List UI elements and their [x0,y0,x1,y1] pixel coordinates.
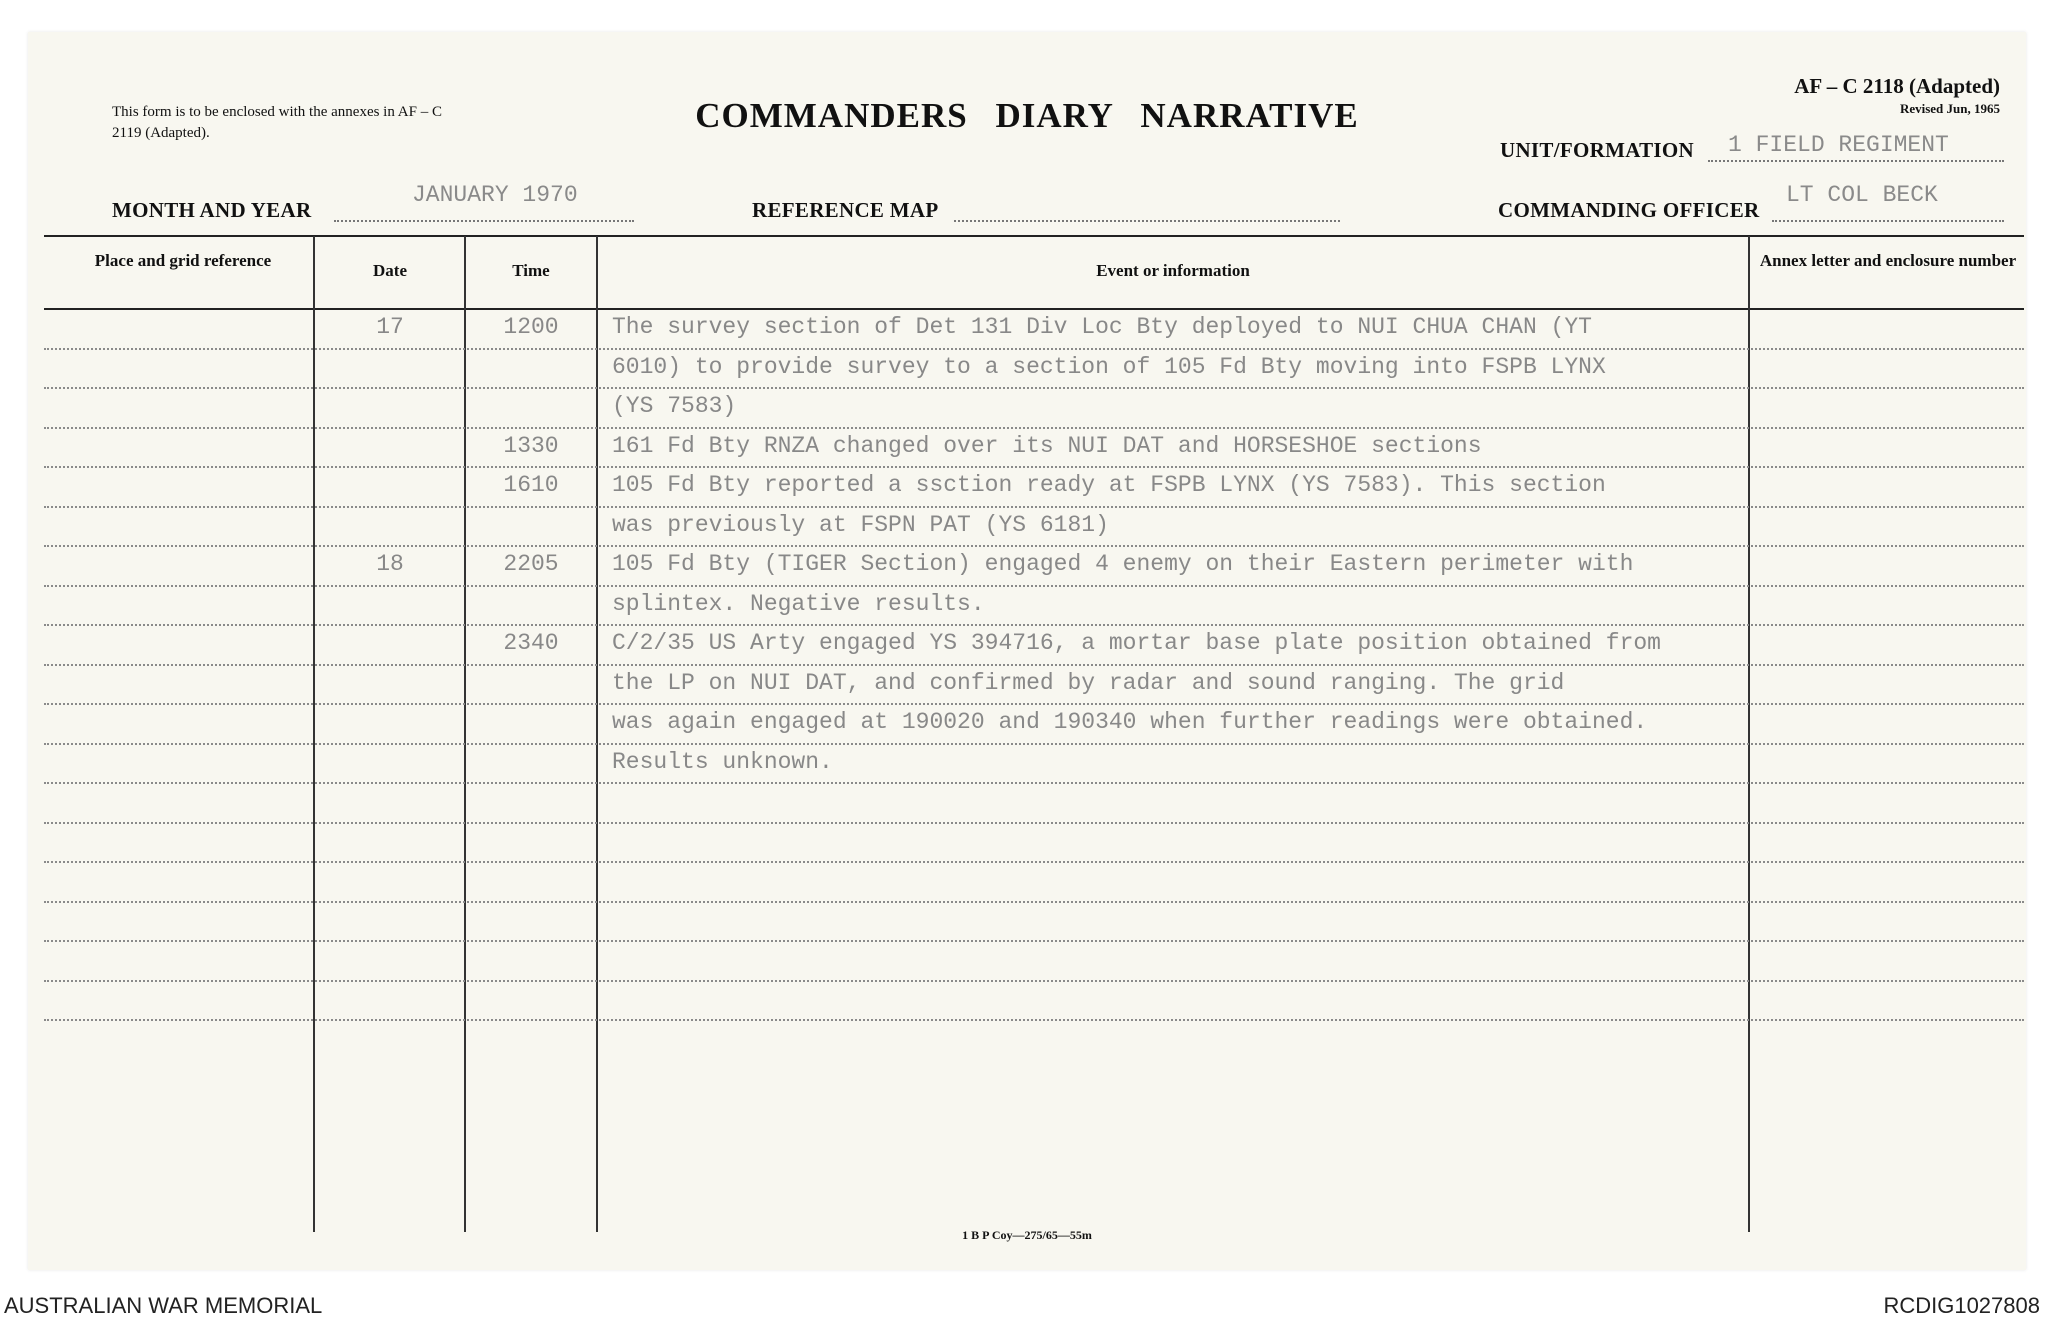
row-event-text: was again engaged at 190020 and 190340 when further readings were obtained. [612,709,1648,735]
column-header-annex: Annex letter and enclosure number [1759,251,2017,270]
table-header-border [44,308,2024,310]
archive-name: AUSTRALIAN WAR MEMORIAL [4,1293,323,1318]
form-number-block [1794,74,2000,117]
row-event-text: splintex. Negative results. [612,590,985,617]
unit-label: UNIT/FORMATION [1500,138,1694,162]
row-event-text: Results unknown. [612,748,833,775]
column-divider-3 [596,236,598,1232]
row-dotted-line [44,387,2024,389]
row-time: 1610 [503,472,559,498]
column-header-date: Date [373,261,407,280]
row-date: 18 [376,551,404,577]
row-event-text: 161 Fd Bty RNZA changed over its NUI DAT and HORSESHOE sections [612,432,1482,459]
unit-dotline [1708,160,2004,162]
column-divider-1 [313,236,315,1232]
row-dotted-line [44,703,2024,705]
month-label: MONTH AND YEAR [112,198,312,222]
archive-reference: RCDIG1027808 [1883,1293,2040,1318]
row-dotted-line [44,466,2024,468]
diary-form-sheet [28,32,2026,1270]
row-dotted-line [44,861,2024,863]
row-time: 1200 [503,314,559,340]
column-header-place: Place and grid reference [94,251,272,270]
row-event-text: 6010) to provide survey to a section of 105 Fd Bty moving into FSPB LYNX [612,353,1606,380]
column-divider-2 [464,236,466,1232]
month-dotline [334,220,634,222]
row-dotted-line [44,901,2024,903]
row-dotted-line [44,664,2024,666]
form-revision: Revised Jun, 1965 [1899,101,2000,116]
row-dotted-line [44,743,2024,745]
unit-value: 1 FIELD REGIMENT [1728,132,1949,158]
row-event-text: was previously at FSPN PAT (YS 6181) [612,511,1109,538]
row-dotted-line [44,585,2024,587]
row-dotted-line [44,348,2024,350]
form-instruction: This form is to be enclosed with the annexes in AF – C 2119 (Adapted). [112,104,442,141]
row-dotted-line [44,506,2024,508]
co-value: LT COL BECK [1786,182,1938,208]
row-dotted-line [44,624,2024,626]
row-dotted-line [44,822,2024,824]
row-event-text: C/2/35 US Arty engaged YS 394716, a mortar base plate position obtained from [612,630,1661,656]
map-label: REFERENCE MAP [752,198,939,222]
row-dotted-line [44,1019,2024,1021]
row-dotted-line [44,782,2024,784]
column-header-event: Event or information [1096,261,1250,280]
row-dotted-line [44,940,2024,942]
row-time: 2340 [503,630,559,656]
row-dotted-line [44,427,2024,429]
co-dotline [1772,220,2004,222]
row-time: 1330 [503,432,559,459]
form-title: COMMANDERS DIARY NARRATIVE [695,96,1359,135]
form-code: AF – C 2118 (Adapted) [1794,74,2000,98]
row-time: 2205 [503,551,559,577]
map-dotline [954,220,1340,222]
row-dotted-line [44,545,2024,547]
table-top-border [44,235,2024,237]
row-event-text: 105 Fd Bty reported a ssction ready at FSPB LYNX (YS 7583). This section [612,472,1606,498]
row-event-text: the LP on NUI DAT, and confirmed by radar and sound ranging. The grid [612,669,1565,696]
row-dotted-line [44,980,2024,982]
column-header-time: Time [512,261,550,280]
month-value: JANUARY 1970 [412,182,578,208]
row-event-text: (YS 7583) [612,393,737,419]
printer-code: 1 B P Coy—275/65—55m [962,1228,1092,1242]
row-event-text: The survey section of Det 131 Div Loc Bty deployed to NUI CHUA CHAN (YT [612,314,1592,340]
row-date: 17 [376,314,404,340]
co-label: COMMANDING OFFICER [1498,198,1760,222]
row-event-text: 105 Fd Bty (TIGER Section) engaged 4 enemy on their Eastern perimeter with [612,551,1634,577]
